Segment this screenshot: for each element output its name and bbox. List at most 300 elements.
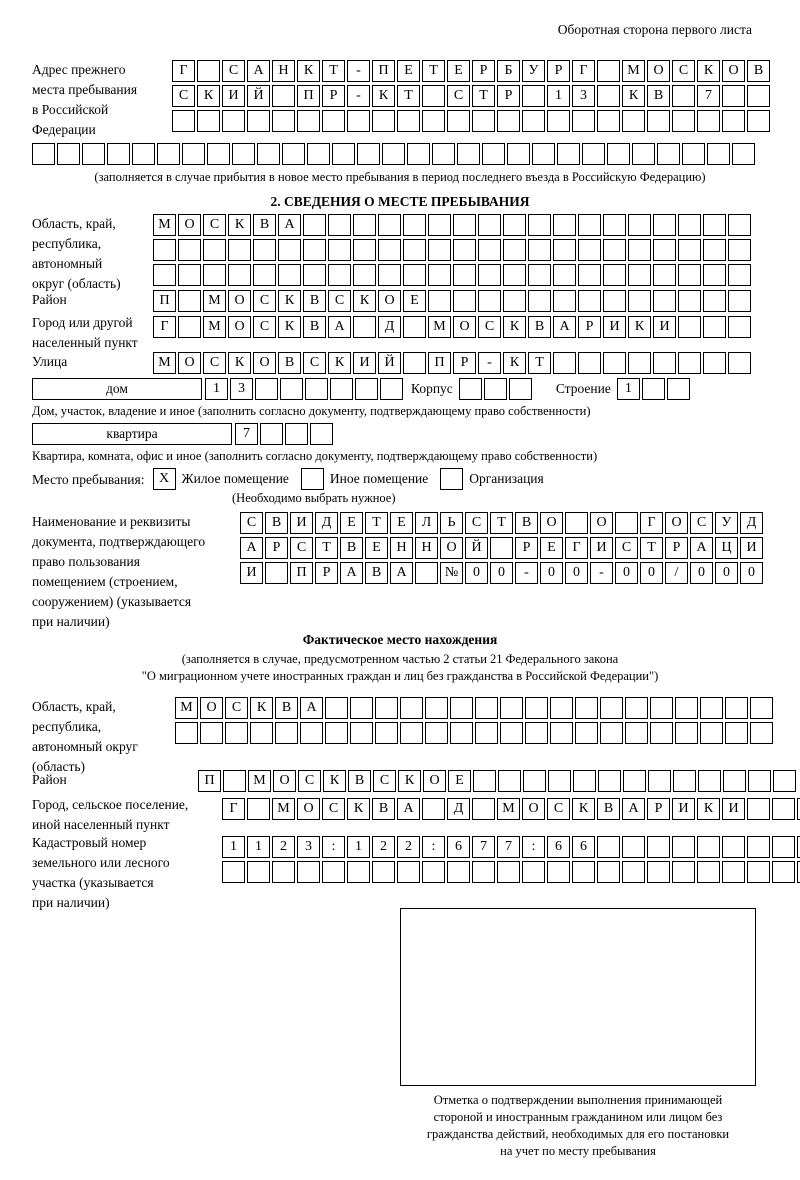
cell[interactable]: У	[522, 60, 545, 82]
cell[interactable]	[57, 143, 80, 165]
cell[interactable]	[330, 378, 353, 400]
cell[interactable]	[328, 214, 351, 236]
cell[interactable]: Н	[415, 537, 438, 559]
cell[interactable]: Д	[740, 512, 763, 534]
cell[interactable]: Т	[640, 537, 663, 559]
cell[interactable]: О	[200, 697, 223, 719]
cell[interactable]	[300, 722, 323, 744]
cell[interactable]	[153, 264, 176, 286]
cell[interactable]: Т	[397, 85, 420, 107]
cell[interactable]	[522, 110, 545, 132]
checkbox-inoe[interactable]	[301, 468, 324, 490]
cell[interactable]	[82, 143, 105, 165]
cell[interactable]	[653, 290, 676, 312]
cell[interactable]: К	[323, 770, 346, 792]
cell[interactable]	[403, 239, 426, 261]
cell[interactable]	[682, 143, 705, 165]
cell[interactable]: Р	[515, 537, 538, 559]
cell[interactable]: О	[228, 290, 251, 312]
cell[interactable]	[297, 861, 320, 883]
cell[interactable]	[722, 110, 745, 132]
cell[interactable]: А	[278, 214, 301, 236]
cell[interactable]: П	[372, 60, 395, 82]
cell[interactable]: С	[253, 316, 276, 338]
cell[interactable]: О	[178, 352, 201, 374]
cell[interactable]	[522, 861, 545, 883]
cell[interactable]	[280, 378, 303, 400]
cell[interactable]	[422, 85, 445, 107]
cell[interactable]	[328, 264, 351, 286]
cell[interactable]: К	[372, 85, 395, 107]
cell[interactable]	[203, 264, 226, 286]
cell[interactable]	[747, 861, 770, 883]
cell[interactable]	[253, 239, 276, 261]
cell[interactable]: Г	[565, 537, 588, 559]
cell[interactable]: С	[222, 60, 245, 82]
cell[interactable]: 0	[740, 562, 763, 584]
cell[interactable]	[565, 512, 588, 534]
cell[interactable]: Г	[222, 798, 245, 820]
cell[interactable]	[628, 239, 651, 261]
cell[interactable]	[597, 85, 620, 107]
cell[interactable]: 0	[690, 562, 713, 584]
checkbox-zhiloe[interactable]: Х	[153, 468, 176, 490]
cell[interactable]	[472, 110, 495, 132]
cell[interactable]	[773, 770, 796, 792]
cell[interactable]	[403, 264, 426, 286]
cell[interactable]	[653, 352, 676, 374]
cell[interactable]: 7	[472, 836, 495, 858]
cell[interactable]	[748, 770, 771, 792]
cell[interactable]: В	[528, 316, 551, 338]
cell[interactable]	[553, 352, 576, 374]
cell[interactable]: В	[278, 352, 301, 374]
cell[interactable]	[378, 214, 401, 236]
cell[interactable]	[350, 697, 373, 719]
cell[interactable]: А	[397, 798, 420, 820]
cell[interactable]: М	[203, 316, 226, 338]
cell[interactable]	[503, 290, 526, 312]
prev-address-full-row[interactable]	[32, 143, 757, 165]
cell[interactable]: К	[278, 290, 301, 312]
cell[interactable]: А	[390, 562, 413, 584]
cell[interactable]	[628, 352, 651, 374]
cell[interactable]	[422, 798, 445, 820]
document-row-2[interactable]	[240, 562, 765, 584]
cell[interactable]	[650, 722, 673, 744]
prev-address-row-1[interactable]	[172, 85, 772, 107]
cell[interactable]	[672, 861, 695, 883]
cell[interactable]: О	[178, 214, 201, 236]
cell[interactable]	[578, 214, 601, 236]
cell[interactable]	[228, 239, 251, 261]
cell[interactable]	[350, 722, 373, 744]
cell[interactable]: О	[423, 770, 446, 792]
cell[interactable]	[484, 378, 507, 400]
cell[interactable]: В	[348, 770, 371, 792]
cell[interactable]	[703, 214, 726, 236]
house-row[interactable]	[32, 378, 692, 400]
cell[interactable]	[553, 290, 576, 312]
cell[interactable]	[272, 85, 295, 107]
cell[interactable]	[728, 316, 751, 338]
cell[interactable]	[197, 60, 220, 82]
cell[interactable]	[247, 798, 270, 820]
cell[interactable]	[728, 290, 751, 312]
cell[interactable]: Т	[472, 85, 495, 107]
cell[interactable]	[528, 239, 551, 261]
cell[interactable]	[332, 143, 355, 165]
cell[interactable]: А	[247, 60, 270, 82]
cell[interactable]: Е	[365, 537, 388, 559]
cell[interactable]	[623, 770, 646, 792]
cell[interactable]	[697, 110, 720, 132]
cell[interactable]: Й	[378, 352, 401, 374]
cell[interactable]	[157, 143, 180, 165]
cell[interactable]: П	[198, 770, 221, 792]
cell[interactable]: Р	[265, 537, 288, 559]
cell[interactable]	[578, 264, 601, 286]
cell[interactable]: С	[203, 352, 226, 374]
cell[interactable]	[597, 60, 620, 82]
cell[interactable]: Й	[465, 537, 488, 559]
cell[interactable]	[678, 316, 701, 338]
cell[interactable]: Г	[572, 60, 595, 82]
cell[interactable]	[260, 423, 283, 445]
cell[interactable]: К	[503, 316, 526, 338]
cell[interactable]	[747, 798, 770, 820]
cell[interactable]: П	[290, 562, 313, 584]
cell[interactable]: Ц	[715, 537, 738, 559]
actual-settlement-cells[interactable]	[222, 798, 800, 820]
cell[interactable]: 3	[572, 85, 595, 107]
cell[interactable]	[347, 110, 370, 132]
cell[interactable]	[478, 214, 501, 236]
flat-row[interactable]	[32, 423, 335, 445]
cell[interactable]: С	[373, 770, 396, 792]
cell[interactable]	[553, 214, 576, 236]
cell[interactable]	[707, 143, 730, 165]
cell[interactable]: Р	[453, 352, 476, 374]
cell[interactable]: О	[228, 316, 251, 338]
cell[interactable]	[222, 861, 245, 883]
cell[interactable]	[285, 423, 308, 445]
cell[interactable]	[453, 214, 476, 236]
cell[interactable]: В	[747, 60, 770, 82]
cell[interactable]: О	[540, 512, 563, 534]
street-cells[interactable]	[153, 352, 753, 374]
cell[interactable]: М	[272, 798, 295, 820]
cell[interactable]	[703, 239, 726, 261]
cadastral-cells[interactable]	[222, 836, 800, 886]
cell[interactable]	[450, 722, 473, 744]
cell[interactable]: 7	[497, 836, 520, 858]
cell[interactable]: К	[228, 352, 251, 374]
cell[interactable]	[703, 290, 726, 312]
cell[interactable]: -	[347, 85, 370, 107]
cell[interactable]: В	[515, 512, 538, 534]
cell[interactable]	[725, 697, 748, 719]
cell[interactable]	[678, 264, 701, 286]
cell[interactable]	[303, 264, 326, 286]
cell[interactable]	[703, 264, 726, 286]
cell[interactable]	[278, 239, 301, 261]
cell[interactable]: 2	[272, 836, 295, 858]
cell[interactable]: Р	[315, 562, 338, 584]
cell[interactable]	[178, 290, 201, 312]
cell[interactable]: О	[647, 60, 670, 82]
cell[interactable]: Р	[647, 798, 670, 820]
cell[interactable]	[472, 861, 495, 883]
cell[interactable]: С	[303, 352, 326, 374]
cell[interactable]: С	[447, 85, 470, 107]
cell[interactable]: №	[440, 562, 463, 584]
cell[interactable]	[375, 697, 398, 719]
cell[interactable]	[597, 861, 620, 883]
cell[interactable]	[325, 697, 348, 719]
cell[interactable]: О	[440, 537, 463, 559]
cell[interactable]: Р	[322, 85, 345, 107]
cell[interactable]	[675, 722, 698, 744]
cell[interactable]	[247, 110, 270, 132]
cell[interactable]: В	[253, 214, 276, 236]
cell[interactable]: 0	[640, 562, 663, 584]
cell[interactable]	[447, 110, 470, 132]
cell[interactable]: 6	[547, 836, 570, 858]
cell[interactable]	[490, 537, 513, 559]
cell[interactable]: О	[590, 512, 613, 534]
cell[interactable]	[132, 143, 155, 165]
cell[interactable]: Е	[540, 537, 563, 559]
cell[interactable]	[310, 423, 333, 445]
cell[interactable]	[305, 378, 328, 400]
cell[interactable]: 1	[347, 836, 370, 858]
cell[interactable]: Т	[365, 512, 388, 534]
cell[interactable]: Р	[472, 60, 495, 82]
cell[interactable]	[307, 143, 330, 165]
city-cells[interactable]	[153, 316, 753, 338]
cell[interactable]: И	[590, 537, 613, 559]
cell[interactable]	[622, 836, 645, 858]
cell[interactable]	[428, 239, 451, 261]
cell[interactable]	[422, 861, 445, 883]
cell[interactable]	[598, 770, 621, 792]
cell[interactable]: М	[175, 697, 198, 719]
cell[interactable]: Д	[315, 512, 338, 534]
cell[interactable]: Б	[497, 60, 520, 82]
cell[interactable]: Н	[272, 60, 295, 82]
cell[interactable]	[525, 722, 548, 744]
cell[interactable]: /	[665, 562, 688, 584]
cell[interactable]: 1	[205, 378, 228, 400]
cell[interactable]	[750, 697, 773, 719]
cell[interactable]: К	[503, 352, 526, 374]
cell[interactable]: 1	[617, 378, 640, 400]
cell[interactable]	[428, 264, 451, 286]
cell[interactable]	[723, 770, 746, 792]
cell[interactable]: Е	[448, 770, 471, 792]
cell[interactable]: 0	[565, 562, 588, 584]
cell[interactable]	[498, 770, 521, 792]
cell[interactable]: В	[275, 697, 298, 719]
cell[interactable]	[647, 836, 670, 858]
cell[interactable]	[700, 697, 723, 719]
cell[interactable]	[322, 861, 345, 883]
cell[interactable]: И	[222, 85, 245, 107]
cell[interactable]	[747, 110, 770, 132]
cell[interactable]	[628, 264, 651, 286]
cell[interactable]	[772, 836, 795, 858]
cell[interactable]: 0	[465, 562, 488, 584]
cell[interactable]: О	[297, 798, 320, 820]
cell[interactable]	[447, 861, 470, 883]
cell[interactable]: М	[153, 214, 176, 236]
cell[interactable]	[548, 770, 571, 792]
cell[interactable]	[353, 214, 376, 236]
cell[interactable]	[503, 239, 526, 261]
cell[interactable]: С	[672, 60, 695, 82]
region-row-2[interactable]	[153, 264, 753, 286]
cell[interactable]: Г	[172, 60, 195, 82]
cell[interactable]	[728, 239, 751, 261]
cell[interactable]	[325, 722, 348, 744]
cell[interactable]	[607, 143, 630, 165]
cell[interactable]: А	[340, 562, 363, 584]
cell[interactable]: Н	[390, 537, 413, 559]
cell[interactable]	[382, 143, 405, 165]
cell[interactable]	[422, 110, 445, 132]
cell[interactable]	[415, 562, 438, 584]
cell[interactable]: М	[622, 60, 645, 82]
region-cells[interactable]	[153, 214, 753, 289]
cell[interactable]: Ь	[440, 512, 463, 534]
cell[interactable]	[525, 697, 548, 719]
cell[interactable]: Т	[528, 352, 551, 374]
cell[interactable]	[203, 239, 226, 261]
cell[interactable]	[497, 861, 520, 883]
cell[interactable]	[597, 836, 620, 858]
cell[interactable]: Е	[340, 512, 363, 534]
cell[interactable]: 0	[540, 562, 563, 584]
cell[interactable]	[632, 143, 655, 165]
cell[interactable]: :	[322, 836, 345, 858]
cell[interactable]: О	[378, 290, 401, 312]
cell[interactable]: С	[298, 770, 321, 792]
cell[interactable]: Т	[315, 537, 338, 559]
cell[interactable]: М	[153, 352, 176, 374]
cell[interactable]	[573, 770, 596, 792]
cell[interactable]: А	[300, 697, 323, 719]
cell[interactable]: В	[372, 798, 395, 820]
cell[interactable]	[642, 378, 665, 400]
cell[interactable]	[578, 352, 601, 374]
cell[interactable]: С	[172, 85, 195, 107]
cell[interactable]	[700, 722, 723, 744]
cell[interactable]	[582, 143, 605, 165]
cell[interactable]: К	[697, 60, 720, 82]
cell[interactable]	[722, 836, 745, 858]
cell[interactable]	[153, 239, 176, 261]
cell[interactable]: 7	[235, 423, 258, 445]
cell[interactable]: Р	[497, 85, 520, 107]
cell[interactable]	[550, 722, 573, 744]
prev-address-cells[interactable]	[172, 60, 772, 135]
cell[interactable]	[603, 352, 626, 374]
cell[interactable]	[625, 722, 648, 744]
cell[interactable]	[428, 290, 451, 312]
cell[interactable]: М	[203, 290, 226, 312]
cell[interactable]	[557, 143, 580, 165]
cell[interactable]: К	[353, 290, 376, 312]
cell[interactable]	[380, 378, 403, 400]
cell[interactable]	[575, 697, 598, 719]
cell[interactable]: В	[597, 798, 620, 820]
cell[interactable]	[673, 770, 696, 792]
cell[interactable]: К	[628, 316, 651, 338]
cell[interactable]	[478, 239, 501, 261]
cell[interactable]: И	[353, 352, 376, 374]
cell[interactable]	[578, 239, 601, 261]
cell[interactable]: К	[328, 352, 351, 374]
cell[interactable]: С	[328, 290, 351, 312]
cell[interactable]: О	[665, 512, 688, 534]
cell[interactable]	[772, 798, 795, 820]
cell[interactable]: Р	[578, 316, 601, 338]
cell[interactable]: О	[273, 770, 296, 792]
cell[interactable]	[475, 722, 498, 744]
cell[interactable]: Й	[247, 85, 270, 107]
cell[interactable]	[732, 143, 755, 165]
cell[interactable]: И	[722, 798, 745, 820]
cell[interactable]: В	[647, 85, 670, 107]
cell[interactable]	[697, 836, 720, 858]
cell[interactable]	[528, 214, 551, 236]
cell[interactable]	[478, 290, 501, 312]
cell[interactable]: 1	[247, 836, 270, 858]
cell[interactable]	[459, 378, 482, 400]
cell[interactable]	[500, 697, 523, 719]
cell[interactable]	[225, 722, 248, 744]
cell[interactable]	[628, 214, 651, 236]
cell[interactable]	[453, 290, 476, 312]
cell[interactable]	[275, 722, 298, 744]
cell[interactable]	[228, 264, 251, 286]
cell[interactable]	[257, 143, 280, 165]
cell[interactable]: К	[622, 85, 645, 107]
cadastral-row-0[interactable]	[222, 836, 800, 858]
cell[interactable]	[425, 722, 448, 744]
document-row-1[interactable]	[240, 537, 765, 559]
cell[interactable]	[728, 264, 751, 286]
cell[interactable]	[178, 264, 201, 286]
cell[interactable]	[728, 352, 751, 374]
cell[interactable]	[672, 85, 695, 107]
cell[interactable]	[372, 110, 395, 132]
cell[interactable]	[397, 110, 420, 132]
cell[interactable]: Р	[665, 537, 688, 559]
cell[interactable]: 0	[490, 562, 513, 584]
cell[interactable]	[532, 143, 555, 165]
checkbox-organizaciya[interactable]	[440, 468, 463, 490]
cell[interactable]: Г	[153, 316, 176, 338]
cell[interactable]	[747, 836, 770, 858]
cell[interactable]: 1	[547, 85, 570, 107]
cell[interactable]	[497, 110, 520, 132]
cell[interactable]	[353, 239, 376, 261]
cell[interactable]	[403, 316, 426, 338]
cell[interactable]	[528, 290, 551, 312]
cell[interactable]	[647, 861, 670, 883]
